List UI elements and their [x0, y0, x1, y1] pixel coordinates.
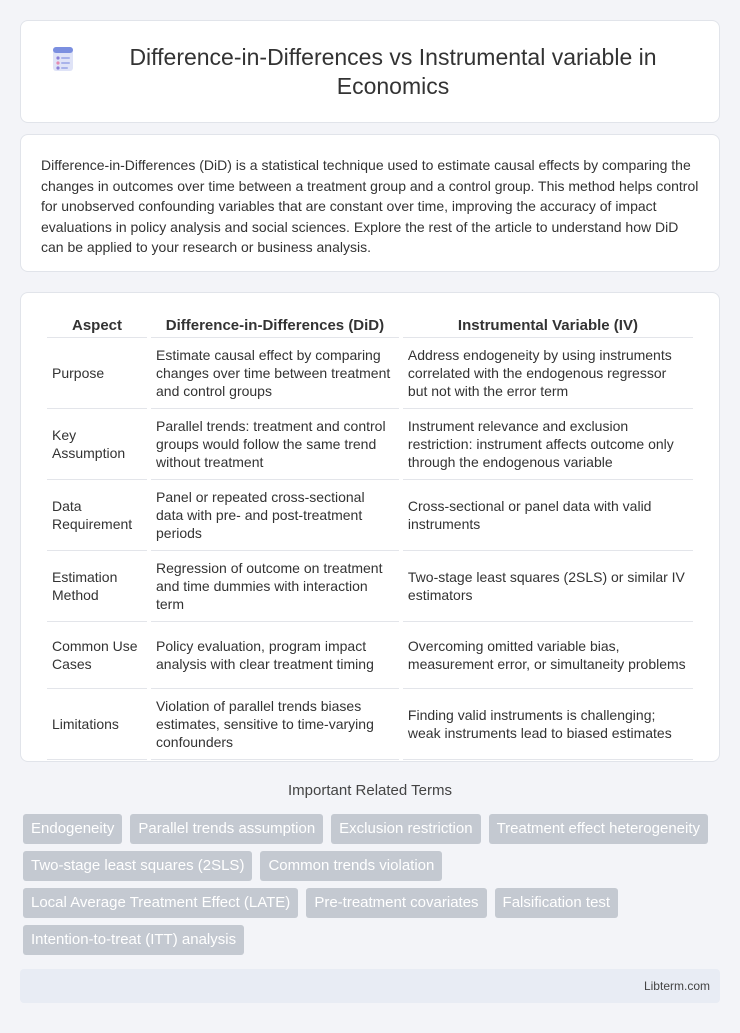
table-row: [47, 689, 693, 760]
footer-site-link[interactable]: Libterm.com: [643, 979, 710, 993]
intro-paragraph: Difference-in-Differences (DiD) is a statistical technique used to estimate causal effects by comparing the changes in outcomes over time between a treatment group and a control group. This method helps control for unobserved confounding variables that are constant over time, improving the accuracy of impact evaluations in policy analysis and social sciences. Explore the rest of the article to understand how DiD can be applied to your research or business analysis.: [41, 157, 699, 255]
tag-intention-to-treat[interactable]: Intention-to-treat (ITT) analysis: [23, 925, 244, 955]
tag-falsification-test[interactable]: Falsification test: [495, 888, 619, 918]
cell-iv: Overcoming omitted variable bias, measurement error, or simultaneity problems: [403, 622, 693, 689]
table-row: [47, 480, 693, 551]
intro-card: [20, 134, 720, 272]
table-header-row: [47, 313, 693, 338]
table-row: [47, 409, 693, 480]
cell-iv: Address endogeneity by using instruments correlated with the endogenous regressor but not with the error term: [403, 338, 693, 409]
table-row: [47, 622, 693, 689]
tag-exclusion-restriction[interactable]: Exclusion restriction: [331, 814, 480, 844]
comparison-table-card: [20, 292, 720, 762]
tag-pre-treatment-covariates[interactable]: Pre-treatment covariates: [306, 888, 486, 918]
header-aspect: Aspect: [47, 313, 147, 338]
cell-aspect: Purpose: [47, 338, 147, 409]
cell-iv: Finding valid instruments is challenging; weak instruments lead to biased estimates: [403, 689, 693, 760]
cell-aspect: Key Assumption: [47, 409, 147, 480]
cell-iv: Two-stage least squares (2SLS) or similar IV estimators: [403, 551, 693, 622]
cell-aspect: Limitations: [47, 689, 147, 760]
header-inner: [50, 43, 690, 101]
tag-parallel-trends-assumption[interactable]: Parallel trends assumption: [130, 814, 323, 844]
tag-endogeneity[interactable]: Endogeneity: [23, 814, 122, 844]
table-row: [47, 551, 693, 622]
cell-did: Violation of parallel trends biases estimates, sensitive to time-varying confounders: [151, 689, 399, 760]
cell-did: Panel or repeated cross-sectional data with pre- and post-treatment periods: [151, 480, 399, 551]
cell-did: Regression of outcome on treatment and time dummies with interaction term: [151, 551, 399, 622]
related-terms-tags: [23, 814, 723, 962]
document-list-icon: [50, 45, 76, 73]
related-terms-title: Important Related Terms: [288, 782, 452, 799]
tag-treatment-effect-heterogeneity[interactable]: Treatment effect heterogeneity: [489, 814, 708, 844]
cell-aspect: Data Requirement: [47, 480, 147, 551]
cell-aspect: Common Use Cases: [47, 622, 147, 689]
page-title: Difference-in-Differences vs Instrumental variable in Economics: [129, 43, 657, 99]
cell-did: Policy evaluation, program impact analysis with clear treatment timing: [151, 622, 399, 689]
footer: [20, 969, 720, 1003]
header-iv: Instrumental Variable (IV): [403, 313, 693, 338]
header-did: Difference-in-Differences (DiD): [151, 313, 399, 338]
tag-common-trends-violation[interactable]: Common trends violation: [260, 851, 442, 881]
tag-two-stage-least-squares[interactable]: Two-stage least squares (2SLS): [23, 851, 252, 881]
comparison-table: [43, 313, 697, 760]
tag-late[interactable]: Local Average Treatment Effect (LATE): [23, 888, 298, 918]
header-card: [20, 20, 720, 123]
cell-iv: Instrument relevance and exclusion restriction: instrument affects outcome only through the endogenous variable: [403, 409, 693, 480]
cell-iv: Cross-sectional or panel data with valid instruments: [403, 480, 693, 551]
cell-did: Estimate causal effect by comparing changes over time between treatment and control groups: [151, 338, 399, 409]
cell-did: Parallel trends: treatment and control groups would follow the same trend without treatment: [151, 409, 399, 480]
table-row: [47, 338, 693, 409]
cell-aspect: Estimation Method: [47, 551, 147, 622]
